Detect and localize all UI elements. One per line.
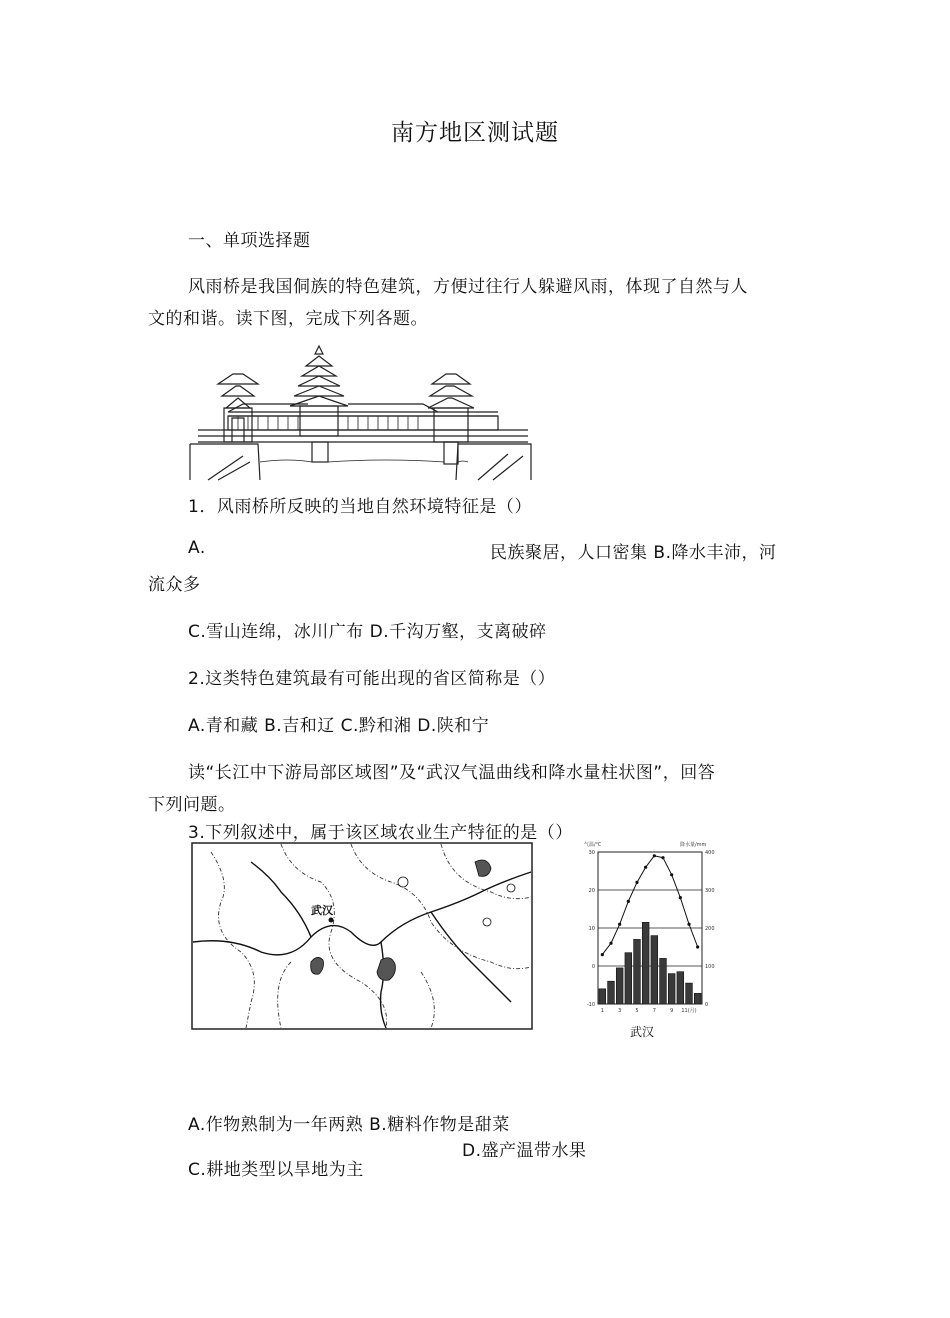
- passage-1-line-1: 风雨桥是我国侗族的特色建筑，方便过往行人躲避风雨，体现了自然与人: [188, 277, 748, 297]
- chart-right-tick-label: 100: [705, 964, 715, 970]
- chart-x-tick-label: 11(月): [681, 1008, 697, 1014]
- chart-x-tick-label: 3: [618, 1008, 622, 1014]
- passage-2-line-1: 读“长江中下游局部区域图”及“武汉气温曲线和降水量柱状图”，回答: [188, 763, 716, 783]
- question-3-options-ab: A.作物熟制为一年两熟 B.糖料作物是甜菜: [188, 1115, 510, 1135]
- question-2: 2.这类特色建筑最有可能出现的省区简称是（）: [188, 669, 556, 689]
- question-1-options-ab: 民族聚居，人口密集 B.降水丰沛，河: [490, 543, 777, 563]
- chart-title: 武汉: [629, 1025, 655, 1039]
- wind-rain-bridge-illustration: [188, 344, 533, 480]
- passage-2-line-2: 下列问题。: [148, 795, 236, 815]
- temperature-point: [644, 866, 647, 869]
- page-title: 南方地区测试题: [391, 120, 559, 146]
- question-1: 1．风雨桥所反映的当地自然环境特征是（）: [188, 497, 532, 517]
- chart-left-tick-label: 20: [588, 888, 595, 894]
- temperature-point: [679, 896, 682, 899]
- temperature-line: [602, 856, 697, 955]
- chart-right-tick-label: 200: [705, 926, 715, 932]
- chart-left-tick-label: 0: [591, 964, 595, 970]
- chart-right-axis-label: 降水量/mm: [680, 842, 707, 848]
- precipitation-bar: [642, 922, 649, 1004]
- section-heading: 一、单项选择题: [188, 231, 311, 251]
- precipitation-bar: [599, 989, 606, 1004]
- temperature-point: [601, 953, 604, 956]
- question-3-option-d: D.盛产温带水果: [462, 1141, 587, 1161]
- chart-x-tick-label: 1: [600, 1008, 604, 1014]
- precipitation-bar: [677, 972, 684, 1004]
- wuhan-climate-chart: [580, 838, 718, 1042]
- temperature-point: [609, 942, 612, 945]
- temperature-point: [627, 900, 630, 903]
- precipitation-bar: [660, 958, 667, 1004]
- precipitation-bar: [616, 968, 623, 1004]
- chart-left-tick-label: -10: [586, 1002, 595, 1008]
- temperature-point: [687, 923, 690, 926]
- temperature-point: [635, 881, 638, 884]
- precipitation-bar: [608, 981, 615, 1004]
- chart-left-axis-label: 气温/℃: [584, 842, 602, 848]
- map-city-label-wuhan: 武汉: [311, 904, 333, 917]
- question-3-option-c: C.耕地类型以旱地为主: [188, 1160, 364, 1180]
- temperature-point: [696, 945, 699, 948]
- precipitation-bar: [668, 974, 675, 1004]
- chart-right-tick-label: 0: [705, 1002, 709, 1008]
- chart-right-tick-label: 400: [705, 850, 715, 856]
- passage-1-line-2: 文的和谐。读下图，完成下列各题。: [148, 309, 428, 329]
- temperature-point: [670, 873, 673, 876]
- question-1-option-a-label: A.: [188, 538, 206, 558]
- chart-left-tick-label: 10: [588, 926, 595, 932]
- chart-right-tick-label: 300: [705, 888, 715, 894]
- question-3: 3.下列叙述中，属于该区域农业生产特征的是（）: [188, 823, 573, 843]
- temperature-point: [661, 856, 664, 859]
- chart-x-tick-label: 5: [635, 1008, 639, 1014]
- precipitation-bar: [634, 939, 641, 1004]
- question-2-options: A.青和藏 B.吉和辽 C.黔和湘 D.陕和宁: [188, 716, 490, 736]
- question-1-option-b-cont: 流众多: [148, 575, 201, 595]
- chart-x-tick-label: 9: [670, 1008, 674, 1014]
- precipitation-bar: [625, 953, 632, 1004]
- precipitation-bar: [686, 983, 693, 1004]
- chart-left-tick-label: 30: [588, 850, 595, 856]
- precipitation-bar: [694, 993, 701, 1004]
- precipitation-bar: [651, 936, 658, 1004]
- temperature-point: [653, 854, 656, 857]
- chart-x-tick-label: 7: [652, 1008, 656, 1014]
- yangtze-region-map: [191, 842, 533, 1030]
- temperature-point: [618, 923, 621, 926]
- question-1-options-cd: C.雪山连绵，冰川广布 D.千沟万壑，支离破碎: [188, 622, 547, 642]
